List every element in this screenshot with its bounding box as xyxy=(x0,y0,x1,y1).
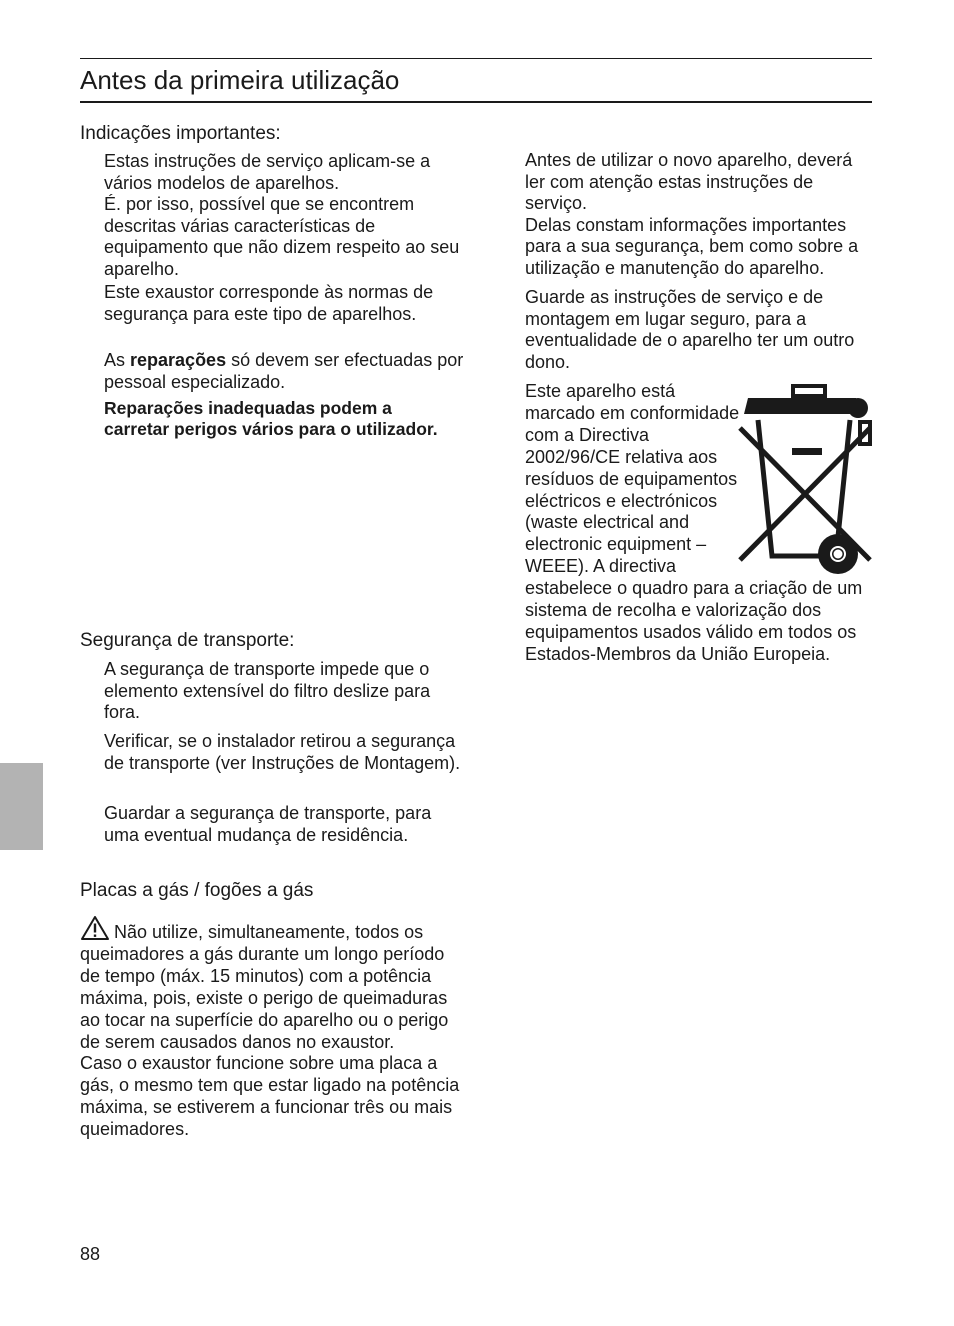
important-p2: Este exaustor corresponde às normas de segurança para este tipo de aparelhos. xyxy=(104,282,434,324)
important-p1b-text: É. por isso, possível que se encontrem descritas várias características de equipamento que não dizem respeito ao seu aparelho. xyxy=(104,194,460,279)
important-heading: Indicações importantes: xyxy=(80,123,281,144)
warning-triangle-icon xyxy=(80,915,110,941)
gas-heading: Placas a gás / fogões a gás xyxy=(80,880,314,901)
right-p1b-text: Delas constam informações importantes para a sua segurança, bem como sobre a utilização e manutenção do aparelho. xyxy=(525,214,859,278)
right-p1 xyxy=(525,150,877,280)
transport-heading: Segurança de transporte: xyxy=(80,630,295,651)
transport-p1: A segurança de transporte impede que o elemento extensível do filtro deslize para fora. xyxy=(104,659,431,723)
crossed-out-wheelie-bin-icon xyxy=(738,384,872,576)
important-p4-warning: Reparações inadequadas podem a carretar perigos vários para o utilizador. xyxy=(104,398,438,439)
weee-text: Este aparelho está marcado em conformidade com a Directiva 2002/96/CE relativa aos resíduos de equipamentos eléctricos e electrónicos (waste electrical and electronic equipment – WEEE). A directiva estabelece o quadro para a criação de um sistema de recolha e valorização dos equipamentos usados válido em todos os Estados-Membros da União Europeia. xyxy=(525,381,863,664)
header-rule-bottom xyxy=(80,101,872,103)
page-title: Antes da primeira utilização xyxy=(80,65,400,95)
gas-p2-text: Caso o exaustor funcione sobre uma placa a gás, o mesmo tem que estar ligado na potência máxima, se estiverem a funcionar três ou mais queimadores. xyxy=(80,1053,460,1140)
side-thumb-tab xyxy=(0,763,43,850)
important-p3-post: só devem ser efectuadas por pessoal especializado. xyxy=(104,350,464,392)
transport-p3: Guardar a segurança de transporte, para uma eventual mudança de residência. xyxy=(104,803,432,845)
important-p3 xyxy=(104,350,464,393)
right-p1-text: Antes de utilizar o novo aparelho, deverá ler com atenção estas instruções de serviço. xyxy=(525,150,853,214)
right-p2: Guarde as instruções de serviço e de montagem em lugar seguro, para a eventualidade de o aparelho ter um outro dono. xyxy=(525,287,855,372)
transport-p2: Verificar, se o instalador retirou a segurança de transporte (ver Instruções de Montagem). xyxy=(104,731,461,773)
important-p3-pre: As xyxy=(104,350,131,370)
gas-warning-paragraph xyxy=(80,915,460,1141)
important-p1-text: Estas instruções de serviço aplicam-se a vários modelos de aparelhos. xyxy=(104,151,431,193)
important-p3-bold: reparações xyxy=(130,350,227,370)
gas-warning-text: Não utilize, simultaneamente, todos os queimadores a gás durante um longo período de tempo (máx. 15 minutos) com a potência máxima, pois, existe o perigo de queimaduras ao tocar na superfície do aparelho ou o perigo de serem causados danos no exaustor. xyxy=(80,922,449,1052)
page-number: 88 xyxy=(80,1244,101,1264)
important-p1 xyxy=(104,151,464,281)
header-rule-top xyxy=(80,58,872,59)
